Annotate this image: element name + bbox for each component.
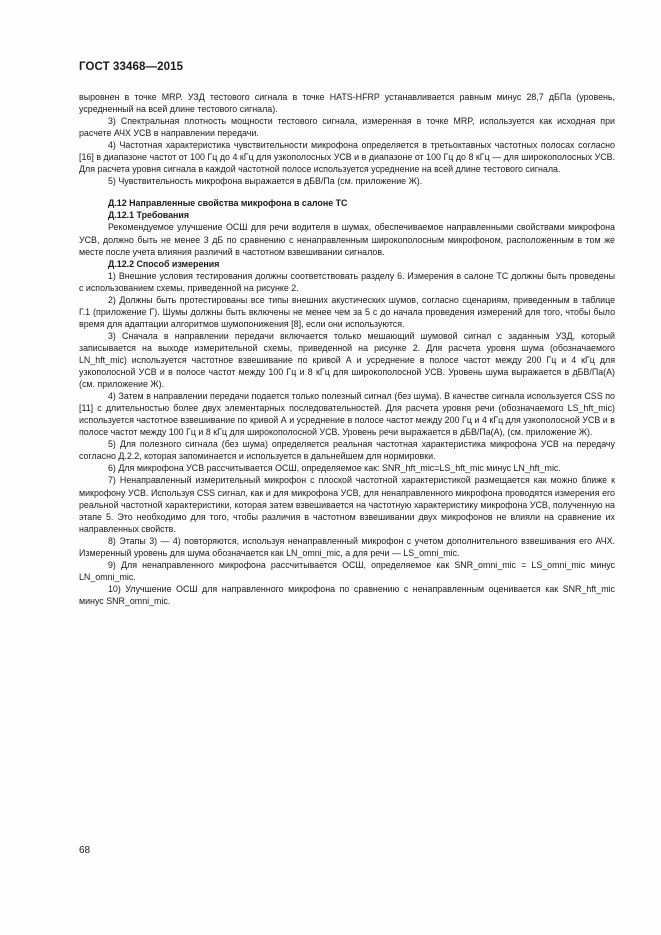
step-2: 2) Должны быть протестированы все типы внешних акустических шумов, согласно сценариям, приведенным в таблице Г.1 (приложение Г). Шумы должны быть включены не менее чем за 5 с до начала проведения измерений для того, чтобы было время для адаптации алгоритмов шумопонижения [8], если они используются. <box>79 294 615 329</box>
step-6: 6) Для микрофона УСВ рассчитывается ОСШ, определяемое как: SNR_hft_mic=LS_hft_mic минус LN_hft_mic. <box>108 463 561 474</box>
document-body <box>79 91 615 607</box>
list-item-5: 5) Чувствительность микрофона выражается в дБВ/Па (см. приложение Ж). <box>108 176 423 187</box>
page-number: 68 <box>79 845 91 856</box>
list-item-4: 4) Частотная характеристика чувствительности микрофона определяется в третьоктавных частотных полосах согласно [16] в диапазоне частот от 100 Гц до 4 кГц для узкополосных УСВ и в диапазоне от 100 Гц до 8 кГц — для широкополосных УСВ. Для расчета уровня сигнала в каждой частотной полосе используется усреднение на всей длине тестового сигнала. <box>79 140 615 175</box>
step-9: 9) Для ненаправленного микрофона рассчитывается ОСШ, определяемое как SNR_omni_mic = LS_omni_mic минус LN_omni_mic. <box>79 559 615 582</box>
paragraph-continuation: выровнен в точке MRP. УЗД тестового сигнала в точке HATS-HFRP устанавливается равным минус 28,7 дБПа (уровень, усредненный на всей длине тестового сигнала). <box>79 92 615 115</box>
requirements-paragraph: Рекомендуемое улучшение ОСШ для речи водителя в шумах, обеспечиваемое направленными свойствами микрофона УСВ, должно быть не менее 3 дБ по сравнению с ненаправленным широкополосным микрофоном, расположенным в том же месте после учета влияния различий в частотном взвешивании сигналов. <box>79 222 615 257</box>
step-1: 1) Внешние условия тестирования должны соответствовать разделу 6. Измерения в салоне ТС должны быть проведены с использованием схемы, приведенной на рисунке 2. <box>79 270 615 293</box>
list-item-3: 3) Спектральная плотность мощности тестового сигнала, измеренная в точке MRP, используется как исходная при расчете АЧХ УСВ в направлении передачи. <box>79 116 615 139</box>
step-4: 4) Затем в направлении передачи подается только полезный сигнал (без шума). В качестве сигнала используется CSS по [11] с длительностью более двух элементарных последовательностей. Для расчета уровня речи (обозначаемого LS_hft_mic) используется частотное взвешивание по кривой А и усреднение в полосе частот между 200 Гц и 4 кГц для узкополосной УСВ и в полосе частот между 100 Гц и 8 кГц для широкополосной УСВ. Уровень речи выражается в дБВ/Па(А), (см. приложение Ж). <box>79 391 615 438</box>
section-gap <box>79 187 615 197</box>
section-heading-d12: Д.12 Направленные свойства микрофона в салоне ТС <box>108 198 348 209</box>
subsection-heading-d121: Д.12.1 Требования <box>108 210 190 221</box>
step-10: 10) Улучшение ОСШ для направленного микрофона по сравнению с ненаправленным оценивается как SNR_hft_mic минус SNR_omni_mic. <box>79 583 615 606</box>
step-8: 8) Этапы 3) — 4) повторяются, используя ненаправленный микрофон с учетом дополнительного взвешивания его АЧХ. Измеренный уровень для шума обозначается как LN_omni_mic, а для речи — LS_omni_mic. <box>79 535 615 558</box>
subsection-heading-d122: Д.12.2 Способ измерения <box>108 258 220 269</box>
step-7: 7) Ненаправленный измерительный микрофон с плоской частотной характеристикой размещается как можно ближе к микрофону УСВ. Используя CSS сигнал, как и для микрофона УСВ, для ненаправленного микрофона проводятся измерения его реальной частотной характеристики, которая затем взвешивается на частотную характеристику микрофона УСВ, полученную на этапе 5. Это необходимо для того, чтобы различия в частотном взвешивании двух микрофонов не влияли на сравнение их направленных свойств. <box>79 475 615 534</box>
step-3: 3) Сначала в направлении передачи включается только мешающий шумовой сигнал с заданным УЗД, который записывается на выходе измерительной схемы, приведенной на рисунке 2. Для расчета уровня шума (обозначаемого LN_hft_mic) используется частотное взвешивание по кривой А и усреднение в полосе частот между 200 Гц и 4 кГц для узкополосной УСВ и в полосе частот между 100 Гц и 8 кГц для широкополосной УСВ. Уровень шума выражается в дБВ/Па(А) (см. приложение Ж). <box>79 330 615 390</box>
standard-header: ГОСТ 33468—2015 <box>79 61 184 73</box>
step-5: 5) Для полезного сигнала (без шума) определяется реальная частотная характеристика микрофона УСВ на передачу согласно Д.2.2, которая запоминается и используется в дальнейшем для нормировки. <box>79 439 615 462</box>
